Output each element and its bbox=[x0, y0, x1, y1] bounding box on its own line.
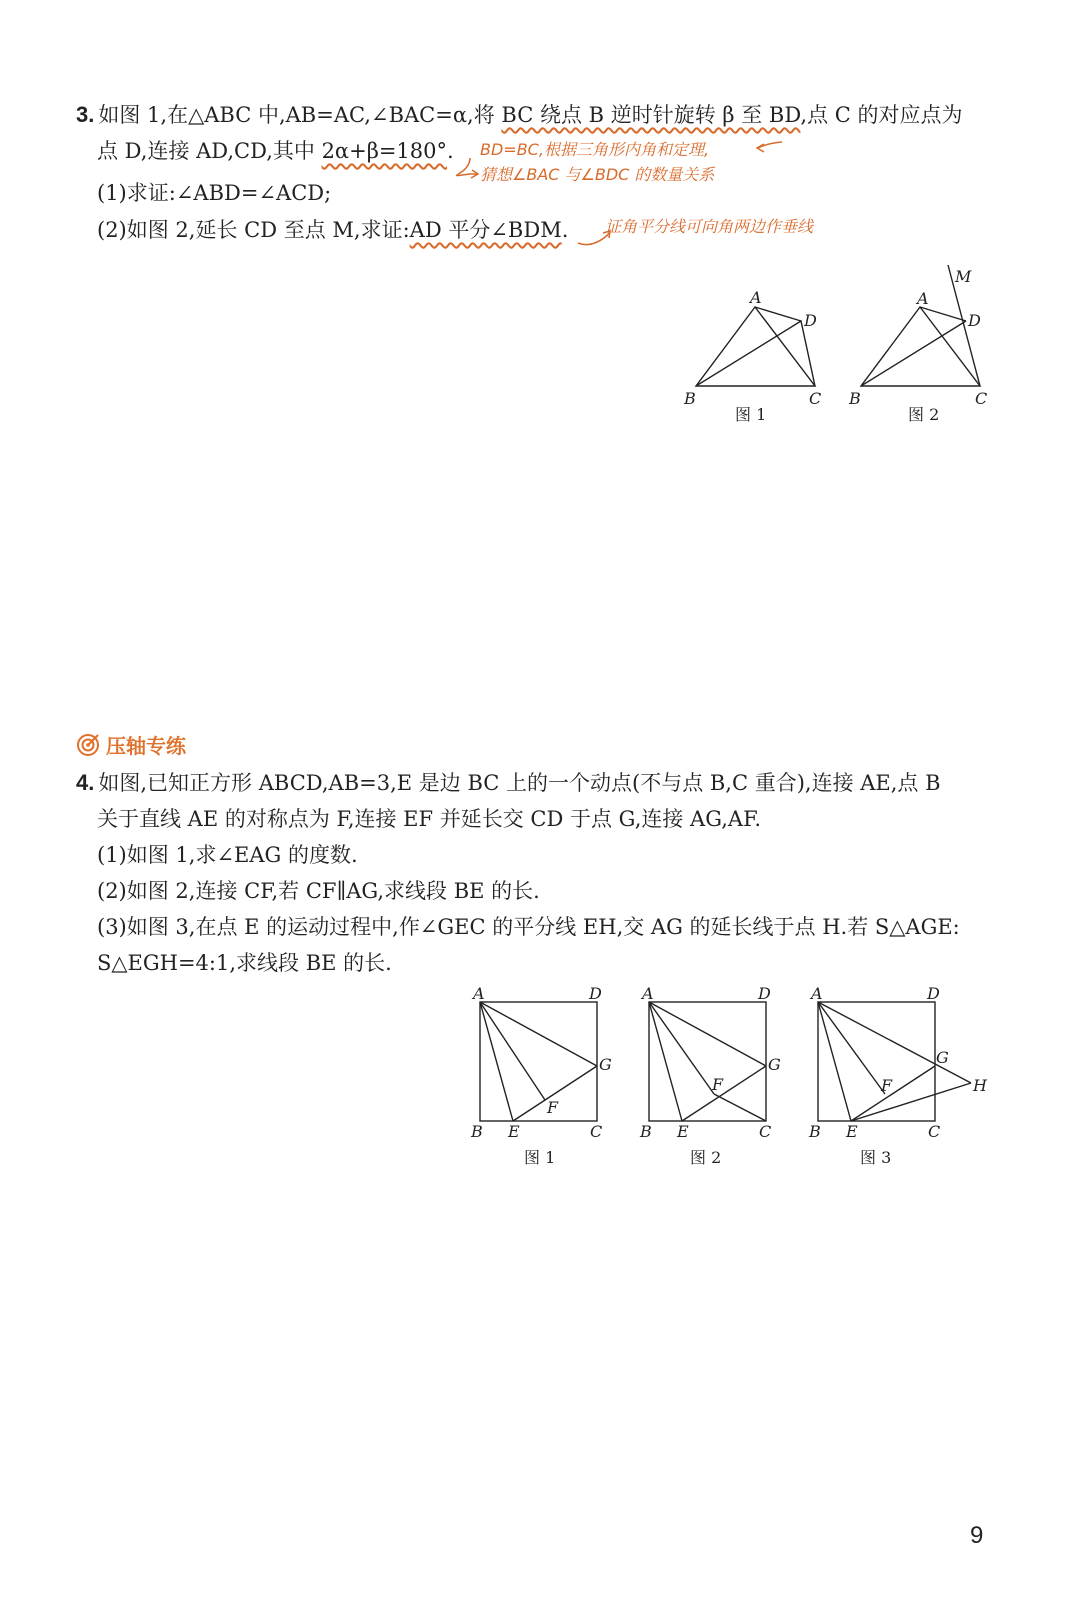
point-label: D bbox=[804, 311, 817, 330]
point-label: D bbox=[968, 311, 981, 330]
segment-bd bbox=[861, 321, 966, 386]
point-label: C bbox=[809, 389, 822, 408]
q3-wavy-text: AD 平分∠BDM bbox=[409, 218, 562, 242]
q4-sub1: (1)如图 1,求∠EAG 的度数. bbox=[97, 843, 358, 867]
q3-text: 如图 1,在△ABC 中,AB=AC,∠BAC=α,将 bbox=[98, 103, 502, 127]
q4-sub2: (2)如图 2,连接 CF,若 CF∥AG,求线段 BE 的长. bbox=[97, 879, 540, 903]
q4-sub3-line1: (3)如图 3,在点 E 的运动过程中,作∠GEC 的平分线 EH,交 AG 的延长线于点 H.若 S△AGE: bbox=[97, 915, 960, 939]
q4-text: 如图,已知正方形 ABCD,AB=3,E 是边 BC 上的一个动点(不与点 B,C 重合),连接 AE,点 B bbox=[98, 771, 941, 795]
point-label: D bbox=[589, 984, 602, 1003]
segment-ae bbox=[480, 1002, 513, 1121]
figure-caption: 图 1 bbox=[735, 405, 767, 424]
point-label: A bbox=[917, 289, 929, 308]
segment-eg bbox=[682, 1066, 766, 1121]
q4-line1 bbox=[76, 768, 941, 798]
q3-text: (2)如图 2,延长 CD 至点 M,求证: bbox=[97, 218, 410, 242]
point-label: B bbox=[809, 1122, 821, 1140]
question-number: 3. bbox=[76, 102, 95, 127]
q4-sub3-line2: S△EGH=4:1,求线段 BE 的长. bbox=[97, 951, 392, 975]
q3-sub2 bbox=[97, 215, 568, 245]
segment-ag bbox=[649, 1002, 766, 1066]
point-label: A bbox=[750, 288, 762, 307]
target-icon bbox=[76, 733, 100, 757]
point-label: E bbox=[846, 1122, 858, 1140]
q3-figure-2 bbox=[845, 260, 995, 410]
point-label: G bbox=[768, 1055, 781, 1074]
figure-caption: 图 2 bbox=[908, 405, 940, 424]
q4-line2: 关于直线 AE 的对称点为 F,连接 EF 并延长交 CD 于点 G,连接 AG,AF. bbox=[97, 807, 762, 831]
point-label: C bbox=[928, 1122, 941, 1140]
annotation-note: 证角平分线可向角两边作垂线 bbox=[605, 217, 814, 236]
arrow-icon bbox=[457, 158, 477, 176]
page-number: 9 bbox=[970, 1522, 984, 1549]
point-label: B bbox=[640, 1122, 652, 1140]
point-label: F bbox=[881, 1076, 893, 1095]
segment-ah bbox=[818, 1002, 971, 1083]
point-label: G bbox=[599, 1055, 612, 1074]
point-label: C bbox=[590, 1122, 603, 1140]
segment-eh bbox=[851, 1083, 971, 1121]
segment-af bbox=[649, 1002, 714, 1094]
q3-sub1: (1)求证:∠ABD=∠ACD; bbox=[97, 181, 332, 205]
point-label: E bbox=[677, 1122, 689, 1140]
point-label: A bbox=[473, 984, 485, 1003]
point-label: B bbox=[471, 1122, 483, 1140]
figure-caption: 图 1 bbox=[524, 1148, 556, 1167]
q4-figure-1 bbox=[465, 980, 625, 1140]
square-abcd bbox=[480, 1002, 597, 1121]
segment-ae bbox=[649, 1002, 682, 1121]
point-label: A bbox=[642, 984, 654, 1003]
q3-text: 点 D,连接 AD,CD,其中 bbox=[97, 139, 322, 163]
section-title: 压轴专练 bbox=[106, 734, 186, 758]
figure-caption: 图 2 bbox=[690, 1148, 722, 1167]
segment-ag bbox=[480, 1002, 597, 1066]
point-label: C bbox=[759, 1122, 772, 1140]
segment-af bbox=[480, 1002, 545, 1100]
point-label: G bbox=[936, 1048, 949, 1067]
arrow-head-icon bbox=[757, 144, 764, 152]
q4-figure-2 bbox=[634, 980, 794, 1140]
segment-ae bbox=[818, 1002, 851, 1121]
q3-text: . bbox=[447, 139, 454, 163]
q3-wavy-text: 2α+β=180° bbox=[321, 139, 448, 163]
question-number: 4. bbox=[76, 770, 95, 795]
annotation-note: 猜想∠BAC 与∠BDC 的数量关系 bbox=[480, 165, 715, 184]
section-header bbox=[76, 730, 186, 759]
square-abcd bbox=[818, 1002, 935, 1121]
point-label: C bbox=[975, 389, 988, 408]
point-label: M bbox=[955, 267, 972, 286]
point-label: H bbox=[973, 1076, 987, 1095]
point-label: E bbox=[508, 1122, 520, 1140]
point-label: F bbox=[547, 1098, 559, 1117]
q3-text: . bbox=[561, 218, 569, 242]
segment-eg bbox=[851, 1066, 935, 1121]
annotation-note: BD=BC,根据三角形内角和定理, bbox=[480, 140, 710, 159]
q4-figure-3 bbox=[803, 980, 993, 1140]
point-label: B bbox=[849, 389, 861, 408]
point-label: B bbox=[684, 389, 696, 408]
q3-wavy-text: BC 绕点 B 逆时针旋转 β 至 BD bbox=[501, 103, 801, 127]
figure-caption: 图 3 bbox=[860, 1148, 892, 1167]
square-abcd bbox=[649, 1002, 766, 1121]
point-label: F bbox=[712, 1075, 724, 1094]
point-label: A bbox=[811, 984, 823, 1003]
segment-bdc bbox=[696, 321, 815, 386]
q3-text: ,点 C 的对应点为 bbox=[800, 103, 963, 127]
point-label: D bbox=[758, 984, 771, 1003]
point-label: D bbox=[927, 984, 940, 1003]
segment-cf bbox=[714, 1094, 766, 1121]
segment-ad bbox=[755, 307, 801, 321]
segment-af bbox=[818, 1002, 885, 1094]
